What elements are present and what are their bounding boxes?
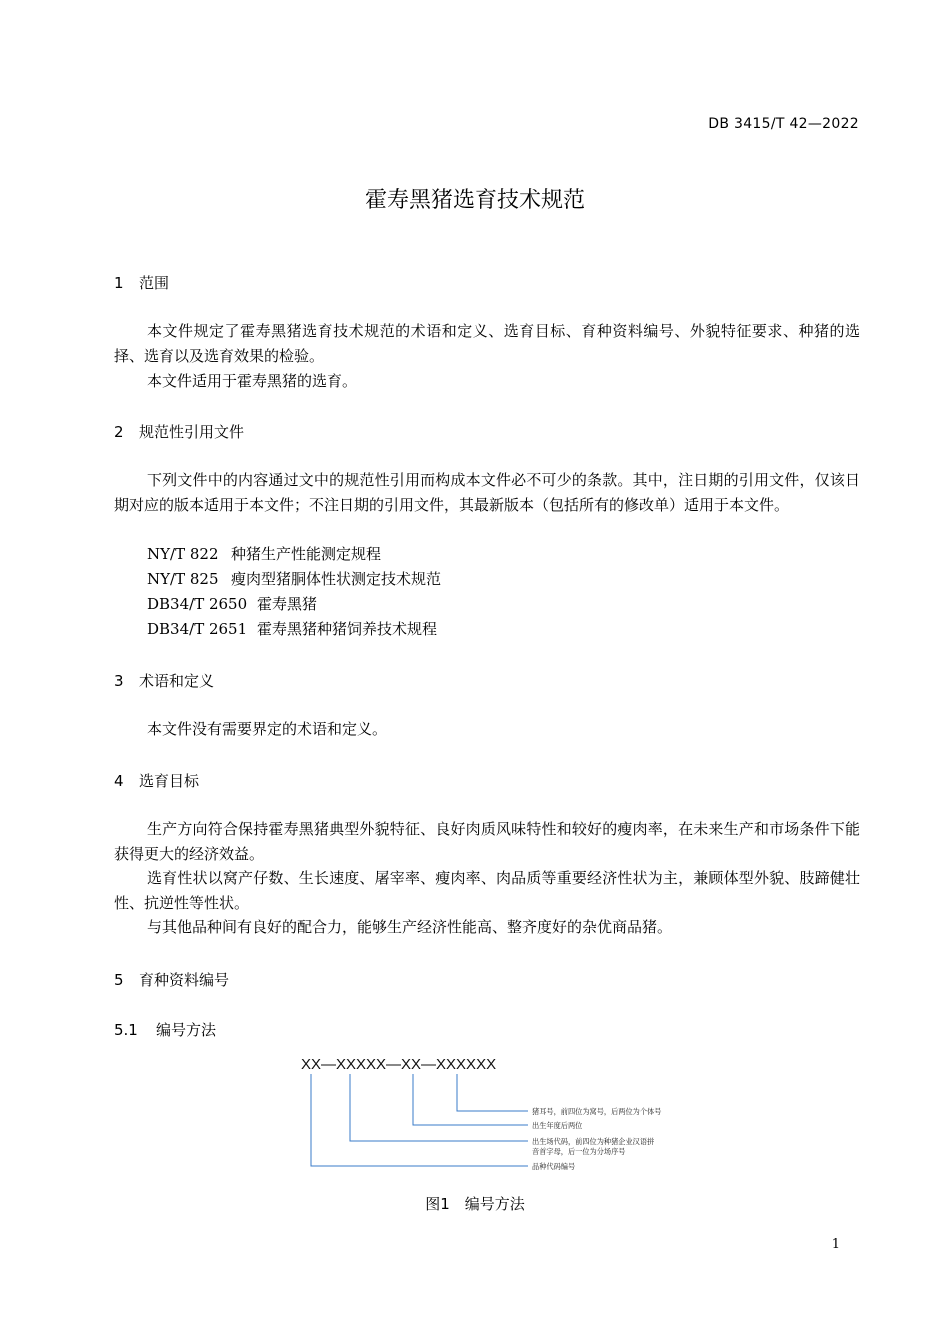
paragraph: 生产方向符合保持霍寿黑猪典型外貌特征、良好肉质风味特性和较好的瘦肉率，在未来生产和市场条件下能获得更大的经济效益。 — [114, 820, 860, 863]
label-breed-code: 品种代码编号 — [532, 1162, 576, 1171]
paragraph: 本文件适用于霍寿黑猪的选育。 — [147, 372, 358, 390]
reference-item — [147, 593, 317, 614]
section-title: 规范性引用文件 — [139, 423, 245, 441]
reference-code: NY/T 822 — [147, 545, 219, 563]
section-title: 范围 — [139, 274, 170, 292]
connector-ear-number — [457, 1074, 528, 1111]
numbering-method-diagram — [295, 1050, 680, 1176]
label-farm-code-line1: 出生场代码，前四位为种猪企业汉语拼 — [532, 1137, 655, 1146]
section-5-heading — [114, 969, 229, 990]
reference-title: 种猪生产性能测定规程 — [231, 545, 382, 563]
section-number: 1 — [114, 274, 124, 292]
reference-code: DB34/T 2651 — [147, 620, 248, 638]
reference-title: 霍寿黑猪种猪饲养技术规程 — [257, 620, 438, 638]
figure-caption: 图1 编号方法 — [425, 1195, 525, 1213]
section-number: 3 — [114, 672, 124, 690]
connector-birth-year — [413, 1074, 528, 1125]
section-number: 5 — [114, 971, 124, 989]
code-format-text: XX—XXXXX—XX—XXXXXX — [301, 1056, 497, 1073]
subsection-5-1-heading — [114, 1019, 216, 1040]
reference-code: NY/T 825 — [147, 570, 219, 588]
section-title: 术语和定义 — [139, 672, 215, 690]
section-title: 育种资料编号 — [139, 971, 230, 989]
paragraph: 本文件没有需要界定的术语和定义。 — [147, 720, 388, 738]
reference-title: 瘦肉型猪胴体性状测定技术规范 — [231, 570, 442, 588]
section-number: 2 — [114, 423, 124, 441]
section-title: 选育目标 — [139, 772, 200, 790]
subsection-title: 编号方法 — [156, 1021, 217, 1039]
section-number: 4 — [114, 772, 124, 790]
reference-item — [147, 568, 441, 589]
connector-breed-code — [311, 1074, 528, 1166]
page-title: 霍寿黑猪选育技术规范 — [364, 188, 585, 213]
connector-lines — [311, 1074, 528, 1166]
label-ear-number: 猪耳号，前四位为窝号，后两位为个体号 — [532, 1107, 662, 1116]
paragraph: 与其他品种间有良好的配合力，能够生产经济性能高、整齐度好的杂优商品猪。 — [147, 918, 673, 936]
reference-code: DB34/T 2650 — [147, 595, 248, 613]
document-code: DB 3415/T 42—2022 — [708, 116, 859, 132]
reference-title: 霍寿黑猪 — [257, 595, 318, 613]
reference-item — [147, 543, 381, 564]
section-3-heading — [114, 670, 214, 691]
paragraph: 本文件规定了霍寿黑猪选育技术规范的术语和定义、选育目标、育种资料编号、外貌特征要求、种猪的选择、选育以及选育效果的检验。 — [114, 322, 860, 365]
section-2-heading — [114, 421, 244, 442]
paragraph: 选育性状以窝产仔数、生长速度、屠宰率、瘦肉率、肉品质等重要经济性状为主，兼顾体型外貌、肢蹄健壮性、抗逆性等性状。 — [114, 869, 860, 912]
connector-farm-code — [350, 1074, 528, 1141]
section-4-heading — [114, 770, 199, 791]
paragraph: 下列文件中的内容通过文中的规范性引用而构成本文件必不可少的条款。其中，注日期的引用文件，仅该日期对应的版本适用于本文件；不注日期的引用文件，其最新版本（包括所有的修改单）适用于本文件。 — [114, 471, 860, 514]
reference-item — [147, 618, 437, 639]
label-birth-year: 出生年度后两位 — [532, 1121, 583, 1130]
page-number: 1 — [831, 1237, 840, 1252]
section-1-heading — [114, 272, 169, 293]
subsection-number: 5.1 — [114, 1021, 138, 1039]
label-farm-code-line2: 音首字母，后一位为分场序号 — [532, 1147, 626, 1156]
